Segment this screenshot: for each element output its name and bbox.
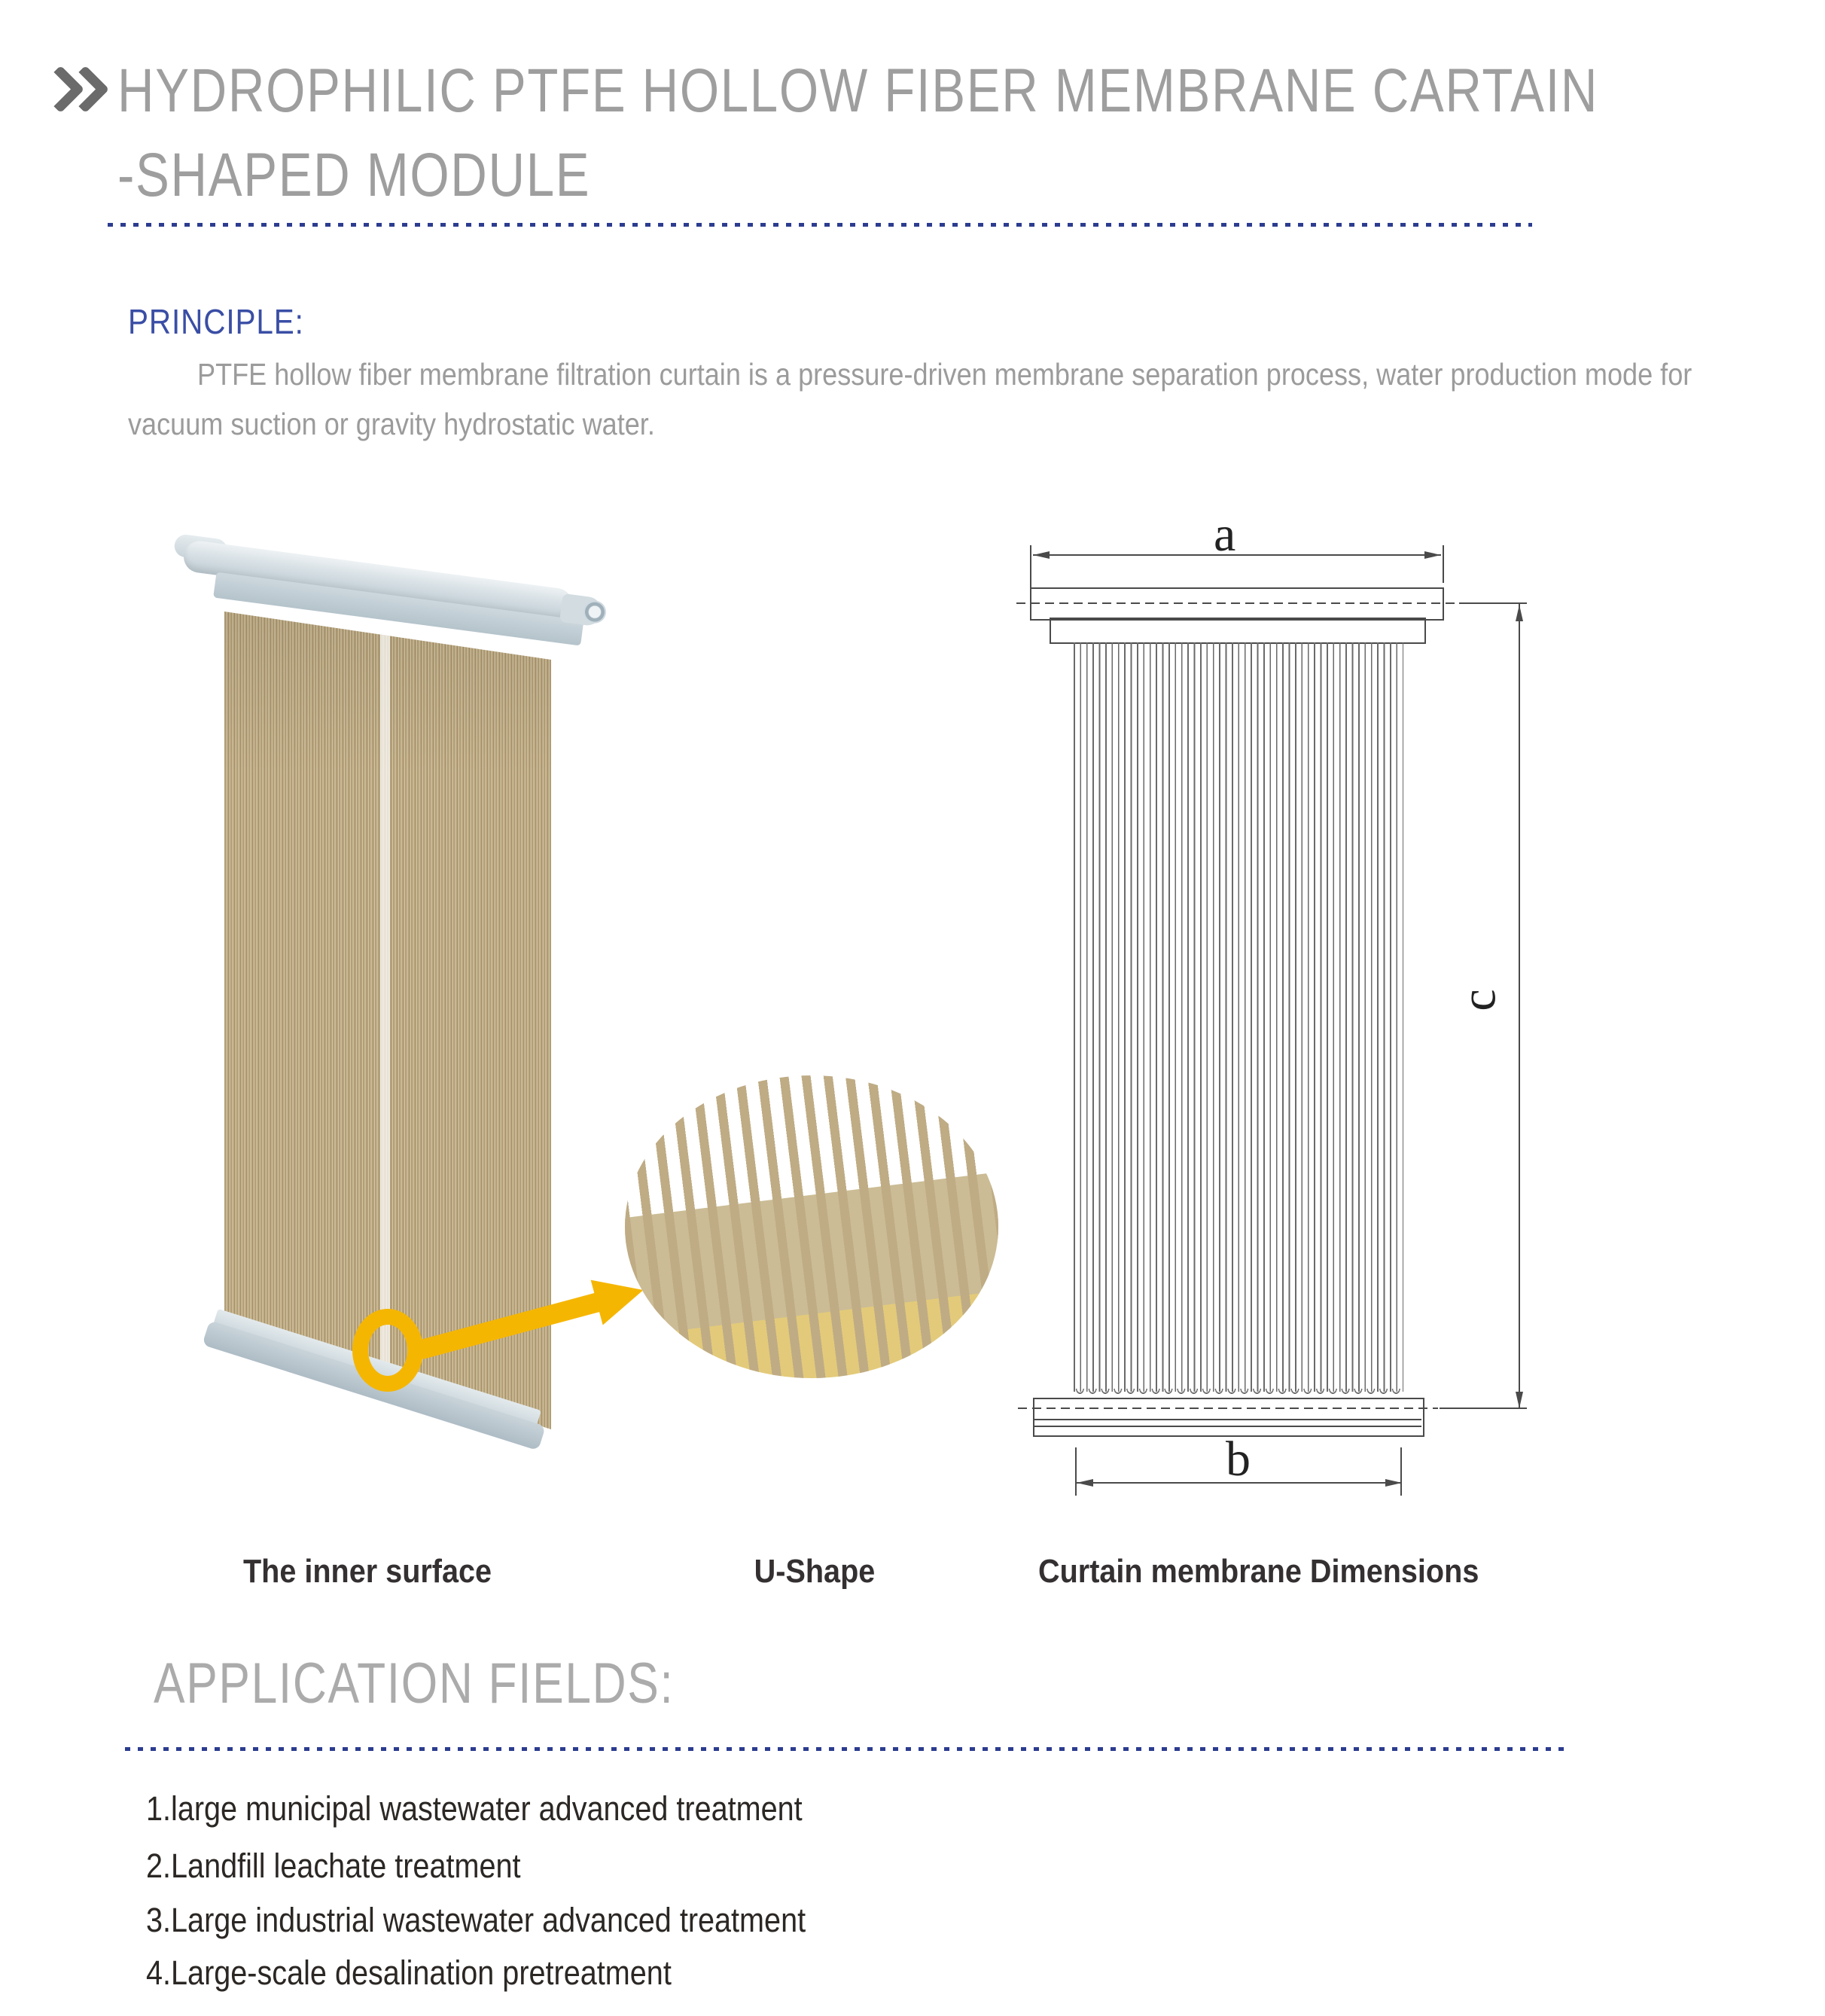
page-title-line1: HYDROPHILIC PTFE HOLLOW FIBER MEMBRANE CARTAIN [117, 56, 1599, 125]
application-item: 2.Landfill leachate treatment [146, 1847, 521, 1885]
application-item: 1.large municipal wastewater advanced treatment [146, 1789, 803, 1828]
chevron-right-icon [62, 66, 110, 114]
membrane-curtain-image [224, 612, 551, 1429]
application-item: 3.Large industrial wastewater advanced treatment [146, 1901, 806, 1939]
ext-line [1400, 1447, 1402, 1496]
dim-label-a: a [1214, 507, 1236, 562]
principle-heading: PRINCIPLE: [128, 302, 304, 341]
caption-dimensions: Curtain membrane Dimensions [1038, 1553, 1479, 1590]
divider-dotted-line [108, 223, 1532, 227]
divider-dotted-line [125, 1747, 1569, 1751]
arrowhead [1516, 1392, 1523, 1408]
arrowhead [1077, 1479, 1093, 1487]
dim-line-a [1033, 554, 1441, 556]
application-fields-heading: APPLICATION FIELDS: [154, 1652, 675, 1716]
dim-label-c: c [1451, 989, 1507, 1011]
dim-line-c [1519, 604, 1520, 1408]
bottom-bar-line [1034, 1426, 1421, 1427]
drawing-top-bar [1030, 587, 1444, 621]
arrowhead [1385, 1479, 1402, 1487]
principle-text-line2: vacuum suction or gravity hydrostatic water. [128, 407, 655, 441]
principle-text-line1: PTFE hollow fiber membrane filtration curtain is a pressure-driven membrane separation process, water production mode for [197, 357, 1692, 392]
dim-label-b: b [1226, 1432, 1251, 1487]
centerline-dashed [1018, 1408, 1438, 1409]
centerline-dashed [1016, 602, 1458, 604]
ext-line [1443, 545, 1444, 583]
arrowhead [1033, 551, 1050, 559]
u-shape-magnified-view [625, 1075, 998, 1378]
circle-marker-icon [352, 1309, 423, 1392]
caption-inner-surface: The inner surface [242, 1553, 492, 1590]
arrowhead [1516, 605, 1523, 621]
drawing-fibers [1074, 642, 1403, 1392]
drawing-top-lip [1050, 618, 1426, 644]
page-title-line2: -SHAPED MODULE [117, 141, 591, 209]
arrowhead [1424, 551, 1441, 559]
caption-u-shape: U-Shape [754, 1553, 876, 1590]
ext-line [1459, 602, 1527, 604]
ext-line [1075, 1447, 1077, 1496]
hollow-fibers-texture [625, 1075, 998, 1378]
bottom-bar-line [1034, 1419, 1421, 1420]
application-item: 4.Large-scale desalination pretreatment [146, 1953, 672, 1992]
ext-line [1440, 1408, 1527, 1409]
